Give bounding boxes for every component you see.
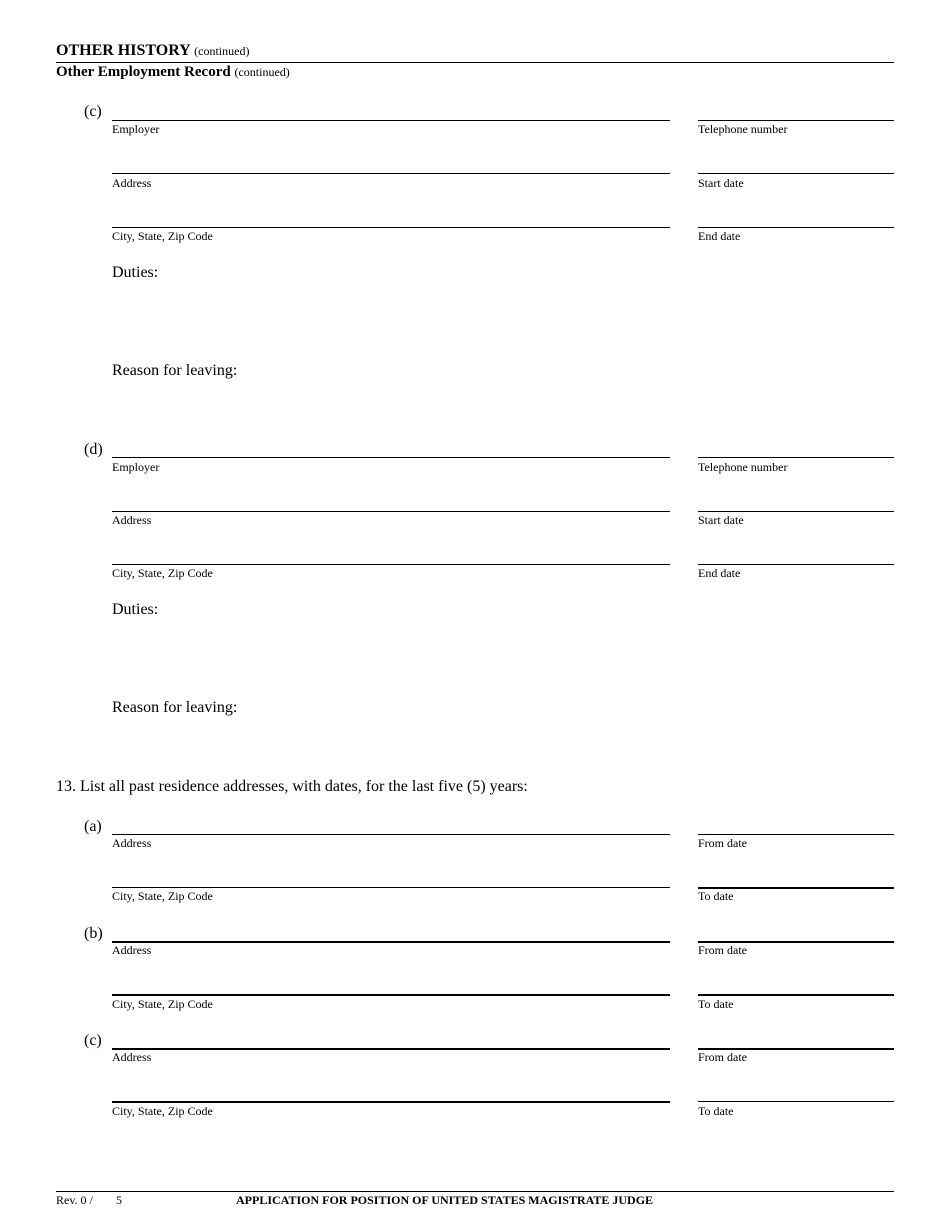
end-date-label: End date — [698, 566, 741, 580]
from-date-label: From date — [698, 836, 747, 850]
entry-marker: (b) — [84, 925, 103, 942]
residence-city-field[interactable] — [112, 887, 670, 888]
telephone-label: Telephone number — [698, 460, 788, 474]
to-date-label: To date — [698, 1104, 734, 1118]
residence-city-label: City, State, Zip Code — [112, 997, 213, 1011]
residence-address-field[interactable] — [112, 941, 670, 943]
telephone-label: Telephone number — [698, 122, 788, 136]
section-title-suffix: (continued) — [194, 44, 250, 58]
employer-label: Employer — [112, 122, 160, 136]
residence-address-field[interactable] — [112, 834, 670, 835]
from-date-field[interactable] — [698, 834, 894, 835]
residence-city-field[interactable] — [112, 994, 670, 996]
to-date-field[interactable] — [698, 1101, 894, 1102]
section-title — [56, 42, 249, 60]
from-date-label: From date — [698, 943, 747, 957]
address-field[interactable] — [112, 511, 670, 512]
start-date-field[interactable] — [698, 511, 894, 512]
start-date-label: Start date — [698, 176, 744, 190]
footer-title: APPLICATION FOR POSITION OF UNITED STATES MAGISTRATE JUDGE — [236, 1193, 654, 1207]
residence-city-label: City, State, Zip Code — [112, 889, 213, 903]
to-date-label: To date — [698, 997, 734, 1011]
residence-address-label: Address — [112, 836, 152, 850]
reason-for-leaving-label: Reason for leaving: — [112, 699, 238, 716]
entry-marker: (d) — [84, 441, 103, 458]
header-rule — [56, 62, 894, 63]
city-state-zip-field[interactable] — [112, 564, 670, 565]
residence-address-label: Address — [112, 1050, 152, 1064]
start-date-field[interactable] — [698, 173, 894, 174]
city-state-zip-field[interactable] — [112, 227, 670, 228]
from-date-label: From date — [698, 1050, 747, 1064]
employer-field[interactable] — [112, 457, 670, 458]
city-state-zip-label: City, State, Zip Code — [112, 566, 213, 580]
telephone-field[interactable] — [698, 120, 894, 121]
address-label: Address — [112, 176, 152, 190]
residence-address-label: Address — [112, 943, 152, 957]
end-date-label: End date — [698, 229, 741, 243]
residence-city-field[interactable] — [112, 1101, 670, 1103]
duties-label: Duties: — [112, 264, 159, 281]
city-state-zip-label: City, State, Zip Code — [112, 229, 213, 243]
duties-label: Duties: — [112, 601, 159, 618]
address-label: Address — [112, 513, 152, 527]
employer-field[interactable] — [112, 120, 670, 121]
entry-marker: (c) — [84, 1032, 102, 1049]
footer-page-number: 5 — [116, 1193, 122, 1207]
residence-city-label: City, State, Zip Code — [112, 1104, 213, 1118]
question-13-text: 13. List all past residence addresses, with dates, for the last five (5) years: — [56, 778, 528, 795]
entry-marker: (a) — [84, 818, 102, 835]
to-date-field[interactable] — [698, 994, 894, 996]
residence-address-field[interactable] — [112, 1048, 670, 1050]
subsection-title-suffix: (continued) — [234, 65, 290, 79]
entry-marker: (c) — [84, 103, 102, 120]
subsection-title-text: Other Employment Record — [56, 64, 231, 80]
address-field[interactable] — [112, 173, 670, 174]
end-date-field[interactable] — [698, 564, 894, 565]
subsection-title — [56, 64, 290, 81]
end-date-field[interactable] — [698, 227, 894, 228]
footer-rule — [56, 1191, 894, 1192]
footer-revision: Rev. 0 / — [56, 1193, 93, 1207]
section-title-text: OTHER HISTORY — [56, 42, 191, 59]
to-date-label: To date — [698, 889, 734, 903]
telephone-field[interactable] — [698, 457, 894, 458]
reason-for-leaving-label: Reason for leaving: — [112, 362, 238, 379]
start-date-label: Start date — [698, 513, 744, 527]
employer-label: Employer — [112, 460, 160, 474]
